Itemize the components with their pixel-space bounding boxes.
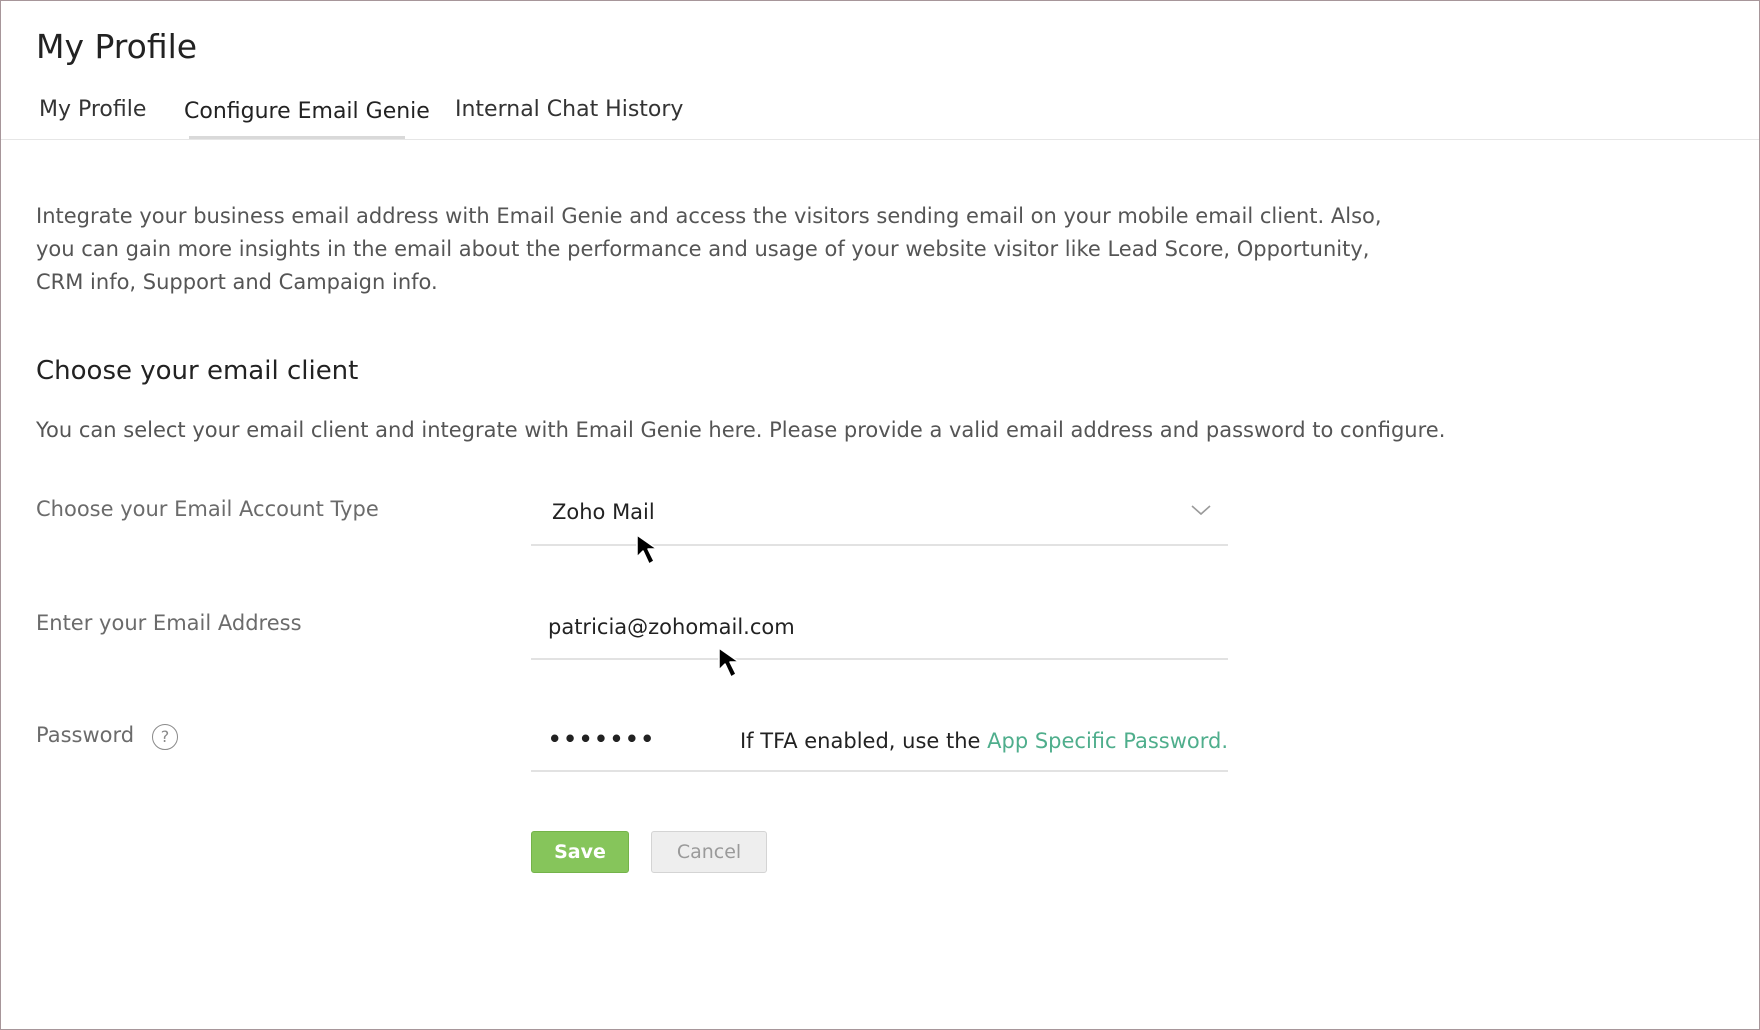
help-icon[interactable]: ? (152, 724, 178, 750)
save-button[interactable]: Save (531, 831, 629, 873)
page-title: My Profile (36, 27, 198, 66)
account-type-label: Choose your Email Account Type (36, 497, 379, 521)
tfa-note-text: If TFA enabled, use the (739, 729, 988, 753)
tfa-note (740, 729, 1228, 753)
mouse-pointer-icon (717, 646, 747, 680)
account-type-value: Zoho Mail (552, 500, 655, 524)
app-specific-password-link[interactable]: App Specific Password. (987, 729, 1228, 753)
password-label: Password (36, 723, 135, 747)
section-description: You can select your email client and integrate with Email Genie here. Please provide a valid email address and password to configure. (36, 418, 1446, 442)
intro-text: Integrate your business email address with Email Genie and access the visitors sending email on your mobile email client. Also, you can gain more insights in the email about the performance and usage of your website visitor like Lead Score, Opportunity, CRM info, Support and Campaign info. (36, 204, 1382, 294)
tabs-divider (1, 139, 1759, 140)
cancel-button[interactable]: Cancel (651, 831, 767, 873)
password-value: ••••••• (548, 727, 656, 751)
section-title: Choose your email client (36, 356, 359, 386)
email-label: Enter your Email Address (36, 611, 302, 635)
chevron-down-icon (1190, 502, 1212, 518)
mouse-pointer-icon (635, 533, 665, 567)
email-field[interactable] (531, 598, 1228, 660)
password-field[interactable] (531, 710, 1228, 772)
tab-my-profile[interactable]: My Profile (39, 97, 147, 122)
tab-internal-chat-history[interactable]: Internal Chat History (455, 97, 684, 122)
tab-configure-email-genie[interactable]: Configure Email Genie (184, 99, 430, 124)
email-value: patricia@zohomail.com (548, 615, 795, 639)
